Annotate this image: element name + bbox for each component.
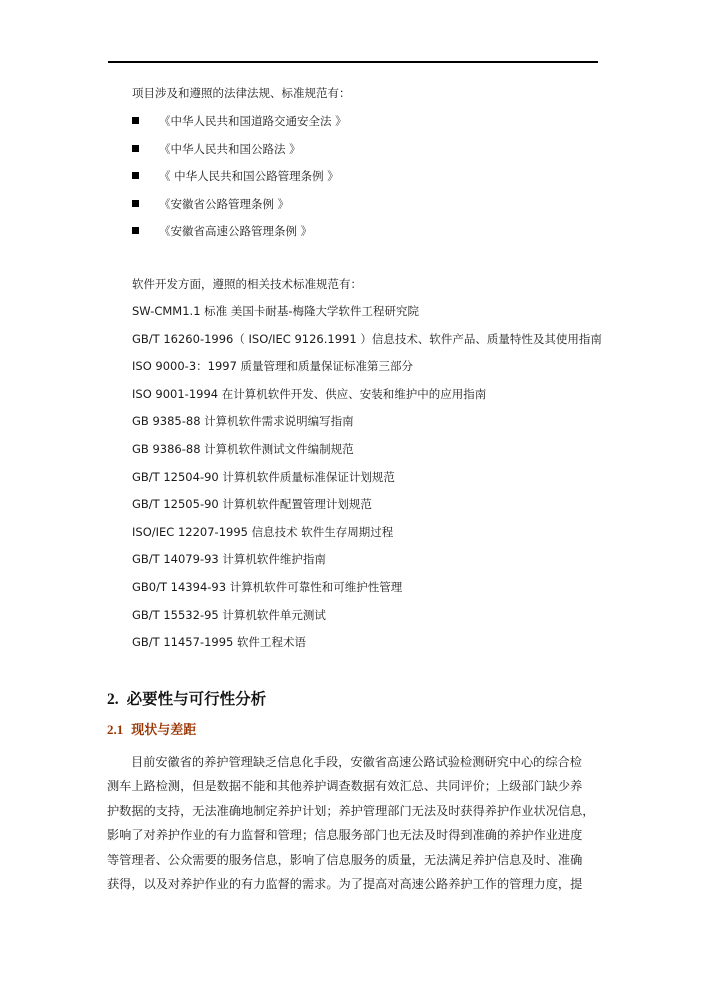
square-bullet-icon [132, 227, 139, 234]
law-title: 《安徽省高速公路管理条例 》 [159, 224, 313, 238]
subsection-number: 2.1 [107, 722, 124, 737]
standard-item: GB0/T 14394-93 计算机软件可靠性和可维护性管理 [132, 579, 403, 594]
standard-item: GB 9385-88 计算机软件需求说明编写指南 [132, 414, 354, 429]
standard-item: SW-CMM1.1 标准 美国卡耐基-梅隆大学软件工程研究院 [132, 304, 419, 318]
standard-item: GB 9386-88 计算机软件测试文件编制规范 [132, 441, 354, 456]
square-bullet-icon [132, 172, 139, 179]
paragraph-line: 获得，以及对养护作业的有力监督的需求。为了提高对高速公路养护工作的管理力度，提 [107, 876, 583, 891]
standard-item: ISO 9001-1994 在计算机软件开发、供应、安装和维护中的应用指南 [132, 386, 487, 401]
laws-intro: 项目涉及和遵照的法律法规、标准规范有： [132, 86, 351, 100]
standard-item: GB/T 12504-90 计算机软件质量标准保证计划规范 [132, 469, 395, 484]
paragraph-line: 护数据的支持，无法准确地制定养护计划；养护管理部门无法及时获得养护作业状况信息， [107, 803, 595, 818]
header-rule [108, 61, 598, 63]
section-heading [107, 689, 266, 710]
standard-item: GB/T 11457-1995 软件工程术语 [132, 635, 307, 650]
standards-intro: 软件开发方面，遵照的相关技术标准规范有： [132, 277, 362, 291]
standard-item: ISO 9000-3：1997 质量管理和质量保证标准第三部分 [132, 359, 414, 374]
section-number: 2. [107, 691, 119, 708]
standard-item: GB/T 15532-95 计算机软件单元测试 [132, 607, 326, 622]
standard-item: GB/T 14079-93 计算机软件维护指南 [132, 552, 326, 567]
paragraph-line: 影响了对养护作业的有力监督和管理；信息服务部门也无法及时得到准确的养护作业进度 [107, 828, 583, 843]
body-paragraph [107, 750, 593, 896]
subsection-heading [107, 721, 196, 740]
paragraph-line: 目前安徽省的养护管理缺乏信息化手段，安徽省高速公路试验检测研究中心的综合检 [131, 755, 582, 769]
law-title: 《中华人民共和国道路交通安全法 》 [159, 114, 347, 128]
section-title: 必要性与可行性分析 [126, 690, 267, 708]
square-bullet-icon [132, 200, 139, 207]
subsection-title: 现状与差距 [131, 723, 197, 738]
law-title: 《安徽省公路管理条例 》 [159, 196, 290, 211]
square-bullet-icon [132, 145, 139, 152]
paragraph-line: 测车上路检测，但是数据不能和其他养护调查数据有效汇总、共同评价；上级部门缺少养 [107, 779, 583, 794]
paragraph-line: 等管理者、公众需要的服务信息，影响了信息服务的质量，无法满足养护信息及时、准确 [107, 852, 583, 867]
square-bullet-icon [132, 117, 139, 124]
standard-item: GB/T 12505-90 计算机软件配置管理计划规范 [132, 497, 372, 512]
standard-item: ISO/IEC 12207-1995 信息技术 软件生存周期过程 [132, 524, 394, 539]
standards-list [132, 304, 602, 663]
law-title: 《中华人民共和国公路法 》 [159, 141, 301, 156]
standard-item: GB/T 16260-1996（ ISO/IEC 9126.1991 ）信息技术、软件产品、质量特性及其使用指南 [132, 331, 602, 346]
law-title: 《 中华人民共和国公路管理条例 》 [159, 169, 339, 183]
